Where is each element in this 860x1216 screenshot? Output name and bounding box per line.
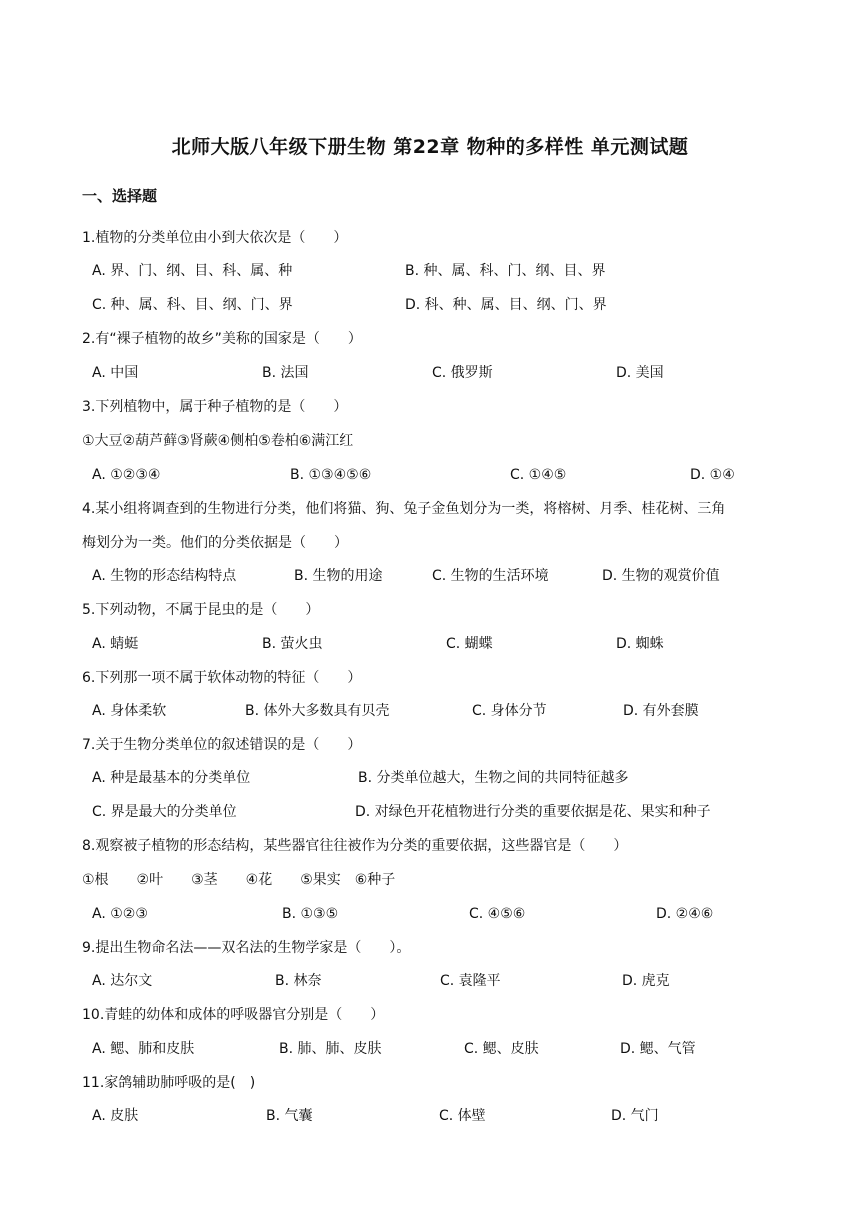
question-stem: 3.下列植物中，属于种子植物的是（ ） [82,399,348,415]
option-c: C. 蝴蝶 [446,636,493,652]
option-b: B. 法国 [262,365,309,381]
option-b: B. ①③⑤ [282,906,339,922]
question-stem: 1.植物的分类单位由小到大依次是（ ） [82,230,348,246]
option-c: C. 界是最大的分类单位 [92,804,237,820]
option-b: B. 肺、肺、皮肤 [279,1041,382,1057]
question-stem: 4.某小组将调查到的生物进行分类，他们将猫、狗、兔子金鱼划分为一类，将榕树、月季、桂花树、三角 [82,501,726,517]
option-b: B. 林奈 [275,973,322,989]
option-c: C. ④⑤⑥ [469,906,526,922]
question-stem: 9.提出生物命名法——双名法的生物学家是（ ）。 [82,940,411,956]
question-stem: 8.观察被子植物的形态结构，某些器官往往被作为分类的重要依据，这些器官是（ ） [82,838,628,854]
option-a: A. 身体柔软 [92,703,167,719]
option-c: C. 鳃、皮肤 [464,1041,539,1057]
option-a: A. 中国 [92,365,139,381]
option-d: D. 蜘蛛 [616,636,664,652]
option-d: D. 科、种、属、目、纲、门、界 [405,297,607,313]
option-a: A. 皮肤 [92,1108,139,1124]
option-a: A. 蜻蜓 [92,636,139,652]
option-b: B. 气囊 [266,1108,313,1124]
option-a: A. ①②③ [92,906,148,922]
option-b: B. 种、属、科、门、纲、目、界 [405,263,606,279]
option-a: A. 生物的形态结构特点 [92,568,237,584]
option-c: C. 俄罗斯 [432,365,493,381]
option-b: B. 体外大多数具有贝壳 [245,703,390,719]
option-d: D. 有外套膜 [623,703,699,719]
option-d: D. 生物的观赏价值 [602,568,720,584]
question-stem: 7.关于生物分类单位的叙述错误的是（ ） [82,737,362,753]
option-a: A. ①②③④ [92,467,161,483]
option-d: D. 鳃、气管 [620,1041,696,1057]
question-items: ①根 ②叶 ③茎 ④花 ⑤果实 ⑥种子 [82,872,396,888]
option-a: A. 界、门、纲、目、科、属、种 [92,263,293,279]
question-stem: 11.家鸽辅助肺呼吸的是( ) [82,1075,256,1091]
option-d: D. 美国 [616,365,664,381]
question-stem-continued: 梅划分为一类。他们的分类依据是（ ） [82,535,348,551]
option-d: D. 虎克 [622,973,670,989]
option-c: C. 身体分节 [472,703,547,719]
option-d: D. 气门 [611,1108,659,1124]
option-b: B. 萤火虫 [262,636,323,652]
question-stem: 2.有“裸子植物的故乡”美称的国家是（ ） [82,331,362,347]
option-c: C. 种、属、科、目、纲、门、界 [92,297,293,313]
option-d: D. 对绿色开花植物进行分类的重要依据是花、果实和种子 [355,804,711,820]
option-c: C. 生物的生活环境 [432,568,549,584]
option-b: B. ①③④⑤⑥ [290,467,372,483]
option-a: A. 达尔文 [92,973,153,989]
option-d: D. ①④ [690,467,735,483]
option-c: C. 体壁 [439,1108,486,1124]
section-heading: 一、选择题 [82,187,158,205]
option-b: B. 分类单位越大，生物之间的共同特征越多 [358,770,629,786]
question-stem: 10.青蛙的幼体和成体的呼吸器官分别是（ ） [82,1007,385,1023]
question-items: ①大豆②葫芦藓③肾蕨④侧柏⑤卷柏⑥满江红 [82,433,354,449]
option-c: C. 袁隆平 [440,973,501,989]
option-a: A. 种是最基本的分类单位 [92,770,251,786]
option-d: D. ②④⑥ [656,906,714,922]
question-stem: 6.下列那一项不属于软体动物的特征（ ） [82,670,362,686]
option-c: C. ①④⑤ [510,467,567,483]
question-stem: 5.下列动物，不属于昆虫的是（ ） [82,602,320,618]
document-title: 北师大版八年级下册生物 第22章 物种的多样性 单元测试题 [171,136,689,158]
option-a: A. 鳃、肺和皮肤 [92,1041,195,1057]
option-b: B. 生物的用途 [294,568,383,584]
